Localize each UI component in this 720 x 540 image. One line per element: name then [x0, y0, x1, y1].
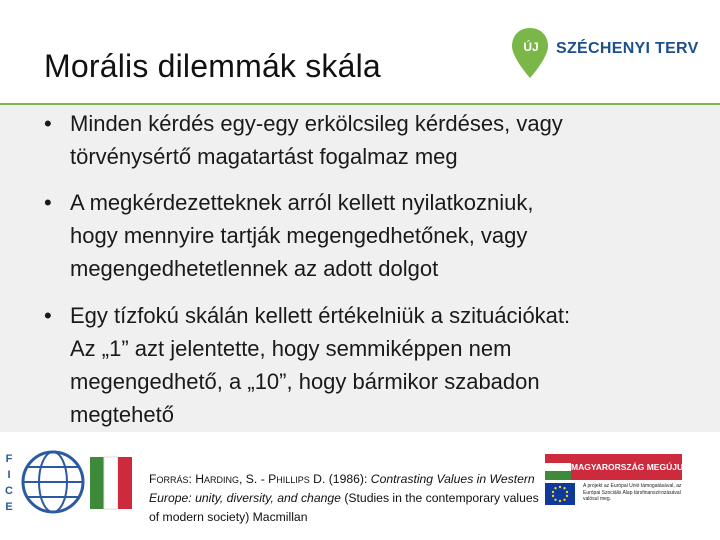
bullet-marker: • [44, 111, 52, 136]
bullet-text: A megkérdezetteknek arról kellett nyilatkozniuk, hogy mennyire tartják megengedhetőnek, vagy megengedhetetlennek az adott dolgot [70, 190, 534, 281]
eu-support-text: A projekt az Európai Unió támogatásával, az Európai Szociális Alap társfinanszírozásával valósul meg. [583, 483, 682, 502]
magyarorszag-megujul-logo [545, 454, 689, 480]
reference-text [149, 470, 541, 527]
hungarian-flag-icon [545, 454, 571, 480]
globe-icon [20, 449, 146, 515]
eu-flag-icon [545, 483, 575, 505]
szechenyi-logo [510, 26, 699, 82]
eu-logo [545, 483, 685, 509]
fice-logo [2, 447, 148, 517]
fice-letters: F I C E [5, 453, 13, 513]
logo-pin-text: ÚJ [523, 40, 539, 54]
reference-title: Contrasting Values in Western Europe: unity, diversity, and change [149, 472, 535, 505]
megujul-label: MAGYARORSZÁG MEGÚJUL [571, 454, 682, 480]
bullet-marker: • [44, 303, 52, 328]
logo-name: SZÉCHENYI TERV [556, 40, 699, 57]
bullet-text: Minden kérdés egy-egy erkölcsileg kérdéses, vagy törvénysértő magatartást fogalmaz meg [70, 111, 563, 169]
bullet-text: Egy tízfokú skálán kellett értékelniük a szituációkat: Az „1” azt jelentette, hogy semmiképpen nem megengedhető, a „10”, hogy bármikor szabadon megtehető [70, 303, 571, 427]
page-title: Morális dilemmák skála [44, 48, 381, 84]
bullet-marker: • [44, 190, 52, 215]
reference-rest: (Studies in the contemporary values of modern society) Macmillan [149, 491, 539, 524]
reference-authors: Forrás: Harding, S. - Phillips D. (1986): [149, 472, 371, 486]
